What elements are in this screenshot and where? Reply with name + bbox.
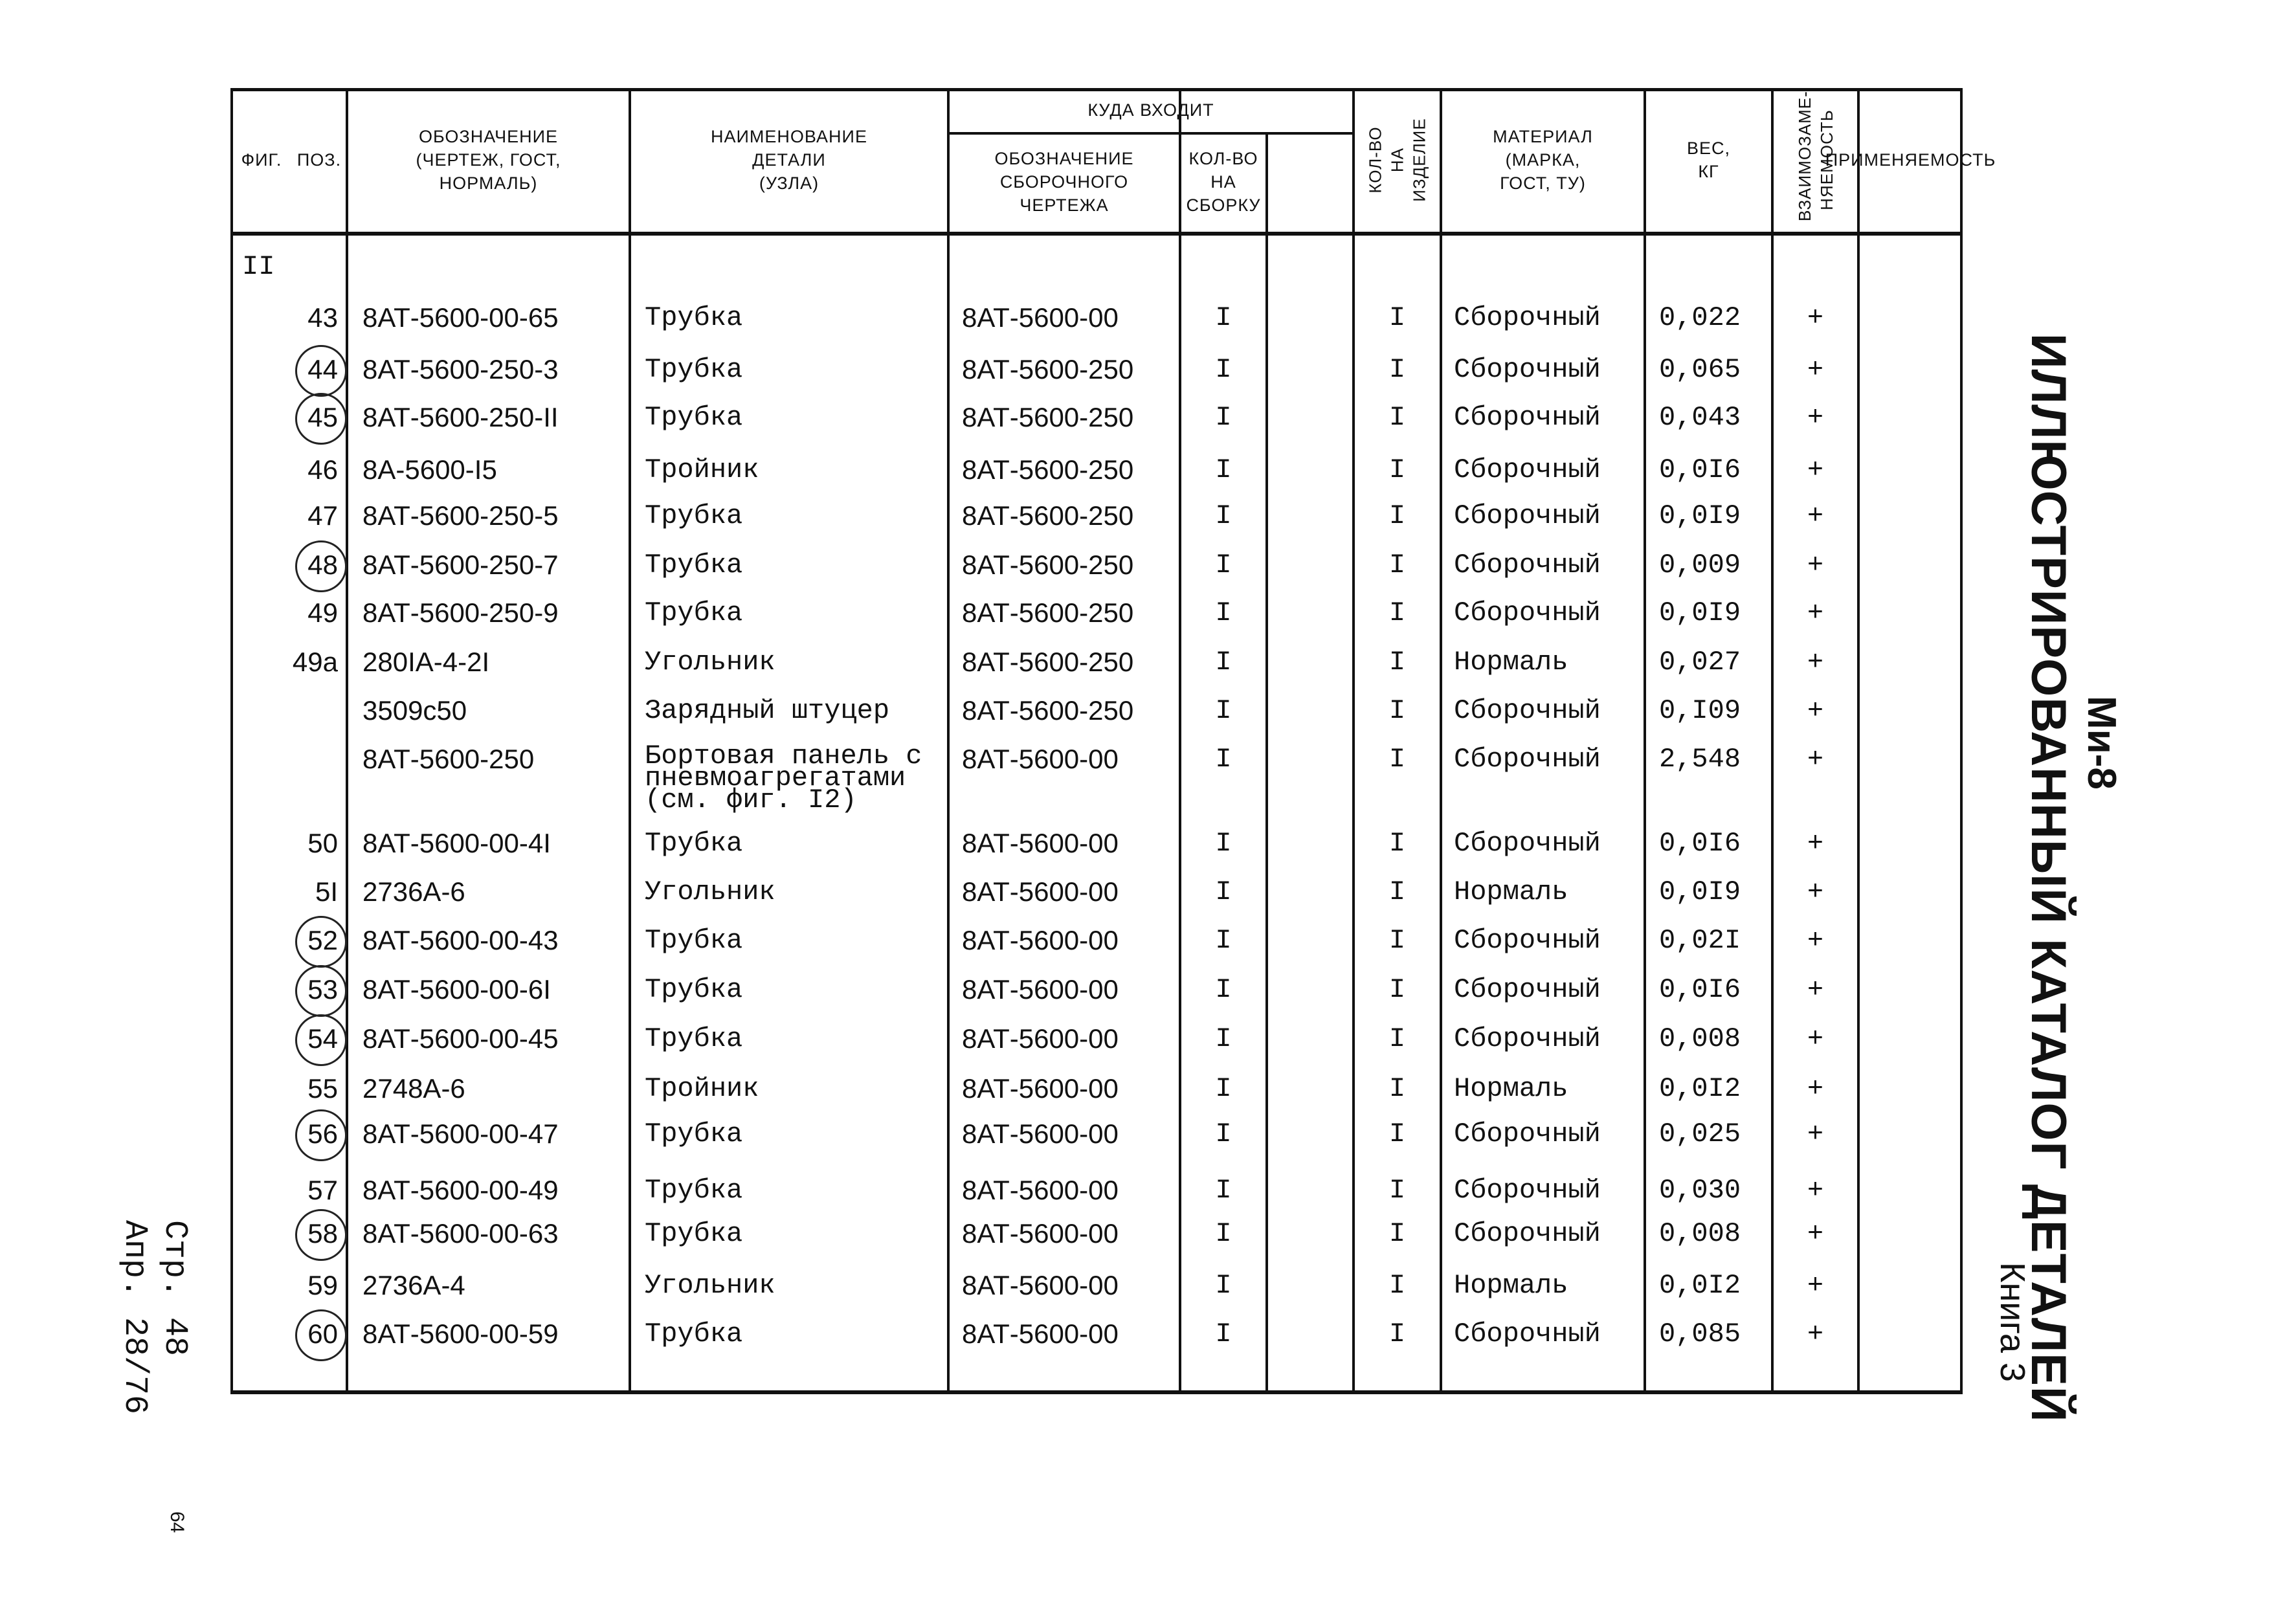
qty-product-cell: I [1388,454,1406,485]
part-name-cell: Угольник [645,1270,775,1301]
position-number: 45 [307,402,338,432]
qty-product-cell: I [1388,354,1406,385]
part-name-cell: Трубка [645,1175,743,1206]
interchangeability-cell: + [1807,974,1824,1005]
designation-cell: 8АТ-5600-250-5 [362,500,559,531]
qty-assembly-cell: I [1215,302,1232,333]
header-qty-product-text: КОЛ-ВО НА ИЗДЕЛИЕ [1365,118,1429,202]
position-circle-mark [295,393,347,445]
qty-assembly-cell: I [1215,1270,1232,1301]
position-number: 5I [315,876,338,907]
assembly-drawing-cell: 8АТ-5600-00 [962,1218,1119,1249]
part-name-cell: Трубка [645,974,743,1005]
qty-assembly-cell: I [1215,925,1232,956]
interchangeability-cell: + [1807,1318,1824,1350]
weight-cell: 0,0I2 [1659,1270,1741,1301]
designation-cell: 8АТ-5600-250-7 [362,550,559,580]
qty-assembly-cell: I [1215,1318,1232,1350]
assembly-drawing-cell: 8АТ-5600-250 [962,550,1134,580]
header-designation: ОБОЗНАЧЕНИЕ (ЧЕРТЕЖ, ГОСТ, НОРМАЛЬ) [416,127,561,193]
interchangeability-cell: + [1807,1073,1824,1104]
weight-cell: 0,065 [1659,354,1741,385]
qty-assembly-cell: I [1215,695,1232,726]
assembly-drawing-cell: 8АТ-5600-250 [962,647,1134,677]
qty-assembly-cell: I [1215,1073,1232,1104]
weight-cell: 0,0I9 [1659,500,1741,531]
qty-product-cell: I [1388,974,1406,1005]
qty-assembly-cell: I [1215,744,1232,775]
assembly-drawing-cell: 8АТ-5600-00 [962,1073,1119,1104]
designation-cell: 8АТ-5600-00-59 [362,1318,559,1349]
part-name-cell: Трубка [645,1218,743,1249]
material-cell: Нормаль [1454,1073,1568,1104]
position-circle-mark [295,965,347,1017]
interchangeability-cell: + [1807,647,1824,678]
weight-cell: 0,0I9 [1659,597,1741,628]
assembly-drawing-cell: 8АТ-5600-00 [962,828,1119,858]
assembly-drawing-cell: 8АТ-5600-250 [962,500,1134,531]
qty-product-cell: I [1388,695,1406,726]
sheet-number: 64 [166,1511,188,1533]
qty-product-cell: I [1388,302,1406,333]
interchangeability-cell: + [1807,876,1824,907]
assembly-drawing-cell: 8АТ-5600-00 [962,302,1119,333]
interchangeability-cell: + [1807,1270,1824,1301]
material-cell: Сборочный [1454,500,1601,531]
interchangeability-cell: + [1807,354,1824,385]
header-name: НАИМЕНОВАНИЕ ДЕТАЛИ (УЗЛА) [711,127,867,193]
position-circle-mark [295,1209,347,1261]
position-number: 52 [307,925,338,955]
page-info [114,1220,194,1414]
column-divider [346,88,348,1394]
part-name-cell: Трубка [645,1023,743,1054]
material-cell: Сборочный [1454,402,1601,433]
part-name-cell: Трубка [645,597,743,628]
assembly-drawing-cell: 8АТ-5600-00 [962,925,1119,955]
position-circle-mark [295,345,347,397]
part-name-cell: Трубка [645,354,743,385]
material-cell: Сборочный [1454,1218,1601,1249]
position-number: 44 [307,354,338,384]
assembly-drawing-cell: 8АТ-5600-250 [962,597,1134,628]
material-cell: Сборочный [1454,597,1601,628]
interchangeability-cell: + [1807,302,1824,333]
designation-cell: 2736А-6 [362,876,465,907]
interchangeability-cell: + [1807,925,1824,956]
qty-assembly-cell: I [1215,454,1232,485]
weight-cell: 0,0I6 [1659,454,1741,485]
position-circle-mark [295,540,347,592]
qty-product-cell: I [1388,402,1406,433]
material-cell: Сборочный [1454,925,1601,956]
weight-cell: 0,022 [1659,302,1741,333]
column-divider [947,88,950,1394]
position-number: 57 [307,1175,338,1205]
assembly-drawing-cell: 8АТ-5600-00 [962,1023,1119,1054]
qty-product-cell: I [1388,1270,1406,1301]
part-name-cell: Угольник [645,876,775,907]
header-assembly-drawing: ОБОЗНАЧЕНИЕ СБОРОЧНОГО ЧЕРТЕЖА [994,149,1134,215]
part-name-cell: Тройник [645,454,759,485]
qty-assembly-cell: I [1215,597,1232,628]
interchangeability-cell: + [1807,744,1824,775]
position-number: 59 [307,1270,338,1300]
catalog-title: ИЛЛЮСТРИРОВАННЫЙ КАТАЛОГ ДЕТАЛЕЙ [2021,333,2076,1423]
header-interchangeability [1772,88,1858,232]
material-cell: Нормаль [1454,647,1568,678]
assembly-drawing-cell: 8АТ-5600-00 [962,1175,1119,1205]
qty-product-cell: I [1388,1175,1406,1206]
weight-cell: 0,008 [1659,1023,1741,1054]
weight-cell: 2,548 [1659,744,1741,775]
interchangeability-cell: + [1807,597,1824,628]
interchangeability-cell: + [1807,454,1824,485]
material-cell: Сборочный [1454,1023,1601,1054]
qty-product-cell: I [1388,647,1406,678]
assembly-drawing-cell: 8АТ-5600-00 [962,974,1119,1005]
material-cell: Сборочный [1454,454,1601,485]
position-number: 49 [307,597,338,628]
position-number: 60 [307,1318,338,1349]
header-qty-assembly: КОЛ-ВО НА СБОРКУ [1186,149,1261,215]
interchangeability-cell: + [1807,1118,1824,1150]
part-name-cell: Бортовая панель с пневмоагрегатами (см. фиг. I2) [645,740,922,816]
position-circle-mark [295,916,347,968]
designation-cell: 8АТ-5600-00-45 [362,1023,559,1054]
qty-assembly-cell: I [1215,1218,1232,1249]
interchangeability-cell: + [1807,550,1824,581]
qty-assembly-cell: I [1215,828,1232,859]
material-cell: Сборочный [1454,974,1601,1005]
material-cell: Сборочный [1454,828,1601,859]
position-circle-mark [295,1014,347,1066]
interchangeability-cell: + [1807,695,1824,726]
weight-cell: 0,0I6 [1659,828,1741,859]
part-name-cell: Трубка [645,1118,743,1150]
position-number: 58 [307,1218,338,1249]
part-name-cell: Трубка [645,925,743,956]
position-number: 56 [307,1118,338,1149]
designation-cell: 8АТ-5600-250-3 [362,354,559,384]
qty-product-cell: I [1388,925,1406,956]
qty-product-cell: I [1388,1318,1406,1350]
assembly-drawing-cell: 8АТ-5600-250 [962,454,1134,485]
designation-cell: 8АТ-5600-00-43 [362,925,559,955]
designation-cell: 8АТ-5600-00-4I [362,828,551,858]
position-number: 54 [307,1023,338,1054]
qty-assembly-cell: I [1215,1023,1232,1054]
part-name-cell: Трубка [645,550,743,581]
aircraft-model: Ми-8 [2079,696,2124,790]
designation-cell: 8АТ-5600-250-9 [362,597,559,628]
weight-cell: 0,I09 [1659,695,1741,726]
designation-cell: 8АТ-5600-00-49 [362,1175,559,1205]
assembly-drawing-cell: 8АТ-5600-250 [962,695,1134,726]
designation-cell: 8А-5600-I5 [362,454,497,485]
qty-product-cell: I [1388,1073,1406,1104]
qty-product-cell: I [1388,597,1406,628]
material-cell: Сборочный [1454,695,1601,726]
part-name-cell: Трубка [645,500,743,531]
qty-product-cell: I [1388,550,1406,581]
position-number: 55 [307,1073,338,1104]
qty-product-cell: I [1388,876,1406,907]
weight-cell: 0,009 [1659,550,1741,581]
designation-cell: 8АТ-5600-250-II [362,402,559,432]
material-cell: Сборочный [1454,302,1601,333]
header-pos: ПОЗ. [296,150,342,170]
material-cell: Нормаль [1454,876,1568,907]
weight-cell: 0,02I [1659,925,1741,956]
interchangeability-cell: + [1807,500,1824,531]
weight-cell: 0,030 [1659,1175,1741,1206]
header-weight: ВЕС, КГ [1686,139,1731,181]
interchangeability-cell: + [1807,1175,1824,1206]
material-cell: Сборочный [1454,1118,1601,1150]
header-interchangeability-text: ВЗАИМОЗАМЕ- НЯЕМОСТЬ [1794,91,1836,221]
interchangeability-cell: + [1807,402,1824,433]
weight-cell: 0,008 [1659,1218,1741,1249]
assembly-drawing-cell: 8АТ-5600-00 [962,1118,1119,1149]
table-right-edge [1960,88,1963,1394]
assembly-drawing-cell: 8АТ-5600-00 [962,1270,1119,1300]
weight-cell: 0,027 [1659,647,1741,678]
position-circle-mark [295,1309,347,1361]
qty-product-cell: I [1388,1118,1406,1150]
part-name-cell: Трубка [645,1318,743,1350]
header-fig: ФИГ. [241,150,282,170]
parts-table [232,88,1996,1394]
header-where-used: КУДА ВХОДИТ [1087,100,1214,120]
material-cell: Сборочный [1454,354,1601,385]
header-divider [232,232,1963,236]
material-cell: Нормаль [1454,1270,1568,1301]
header-material: МАТЕРИАЛ (МАРКА, ГОСТ, ТУ) [1493,127,1593,193]
header-applicability: ПРИМЕНЯЕМОСТЬ [1825,150,1996,170]
designation-cell: 8АТ-5600-00-63 [362,1218,559,1249]
weight-cell: 0,0I6 [1659,974,1741,1005]
position-circle-mark [295,1109,347,1161]
qty-product-cell: I [1388,500,1406,531]
interchangeability-cell: + [1807,1023,1824,1054]
qty-assembly-cell: I [1215,402,1232,433]
designation-cell: 2748А-6 [362,1073,465,1104]
qty-assembly-cell: I [1215,1175,1232,1206]
assembly-drawing-cell: 8АТ-5600-250 [962,402,1134,432]
column-divider [629,88,631,1394]
designation-cell: 3509с50 [362,695,467,726]
position-number: 50 [307,828,338,858]
qty-assembly-cell: I [1215,1118,1232,1150]
header-qty-product [1354,88,1441,232]
designation-cell: 280IА-4-2I [362,647,490,677]
designation-cell: 8АТ-5600-00-6I [362,974,551,1005]
qty-product-cell: I [1388,828,1406,859]
designation-cell: 8АТ-5600-00-47 [362,1118,559,1149]
part-name-cell: Трубка [645,402,743,433]
position-number: 53 [307,974,338,1005]
material-cell: Сборочный [1454,1318,1601,1350]
assembly-drawing-cell: 8АТ-5600-250 [962,354,1134,384]
weight-cell: 0,0I9 [1659,876,1741,907]
designation-cell: 8АТ-5600-00-65 [362,302,559,333]
assembly-drawing-cell: 8АТ-5600-00 [962,744,1119,774]
weight-cell: 0,0I2 [1659,1073,1741,1104]
interchangeability-cell: + [1807,1218,1824,1249]
designation-cell: 8АТ-5600-250 [362,744,535,774]
material-cell: Сборочный [1454,1175,1601,1206]
part-name-cell: Угольник [645,647,775,678]
position-number: 49а [292,647,338,677]
weight-cell: 0,085 [1659,1318,1741,1350]
assembly-drawing-cell: 8АТ-5600-00 [962,876,1119,907]
part-name-cell: Трубка [645,828,743,859]
qty-assembly-cell: I [1215,550,1232,581]
qty-assembly-cell: I [1215,647,1232,678]
position-number: 47 [307,500,338,531]
weight-cell: 0,025 [1659,1118,1741,1150]
position-number: 43 [307,302,338,333]
qty-assembly-cell: I [1215,876,1232,907]
qty-product-cell: I [1388,1218,1406,1249]
qty-assembly-cell: I [1215,974,1232,1005]
designation-cell: 2736А-4 [362,1270,465,1300]
position-number: 46 [307,454,338,485]
part-name-cell: Тройник [645,1073,759,1104]
table-left-edge [230,88,233,1394]
part-name-cell: Трубка [645,302,743,333]
part-name-cell: Зарядный штуцер [645,695,890,726]
qty-assembly-cell: I [1215,354,1232,385]
book-number: Книга 3 [1993,1262,2032,1383]
position-number: 48 [307,550,338,580]
qty-product-cell: I [1388,744,1406,775]
material-cell: Сборочный [1454,550,1601,581]
qty-product-cell: I [1388,1023,1406,1054]
weight-cell: 0,043 [1659,402,1741,433]
interchangeability-cell: + [1807,828,1824,859]
material-cell: Сборочный [1454,744,1601,775]
revision-date: Апр. 28/76 [116,1220,153,1415]
figure-number: II [242,251,275,282]
assembly-drawing-cell: 8АТ-5600-00 [962,1318,1119,1349]
page-number: Стр. 48 [156,1220,193,1357]
column-divider [1644,88,1646,1394]
qty-assembly-cell: I [1215,500,1232,531]
